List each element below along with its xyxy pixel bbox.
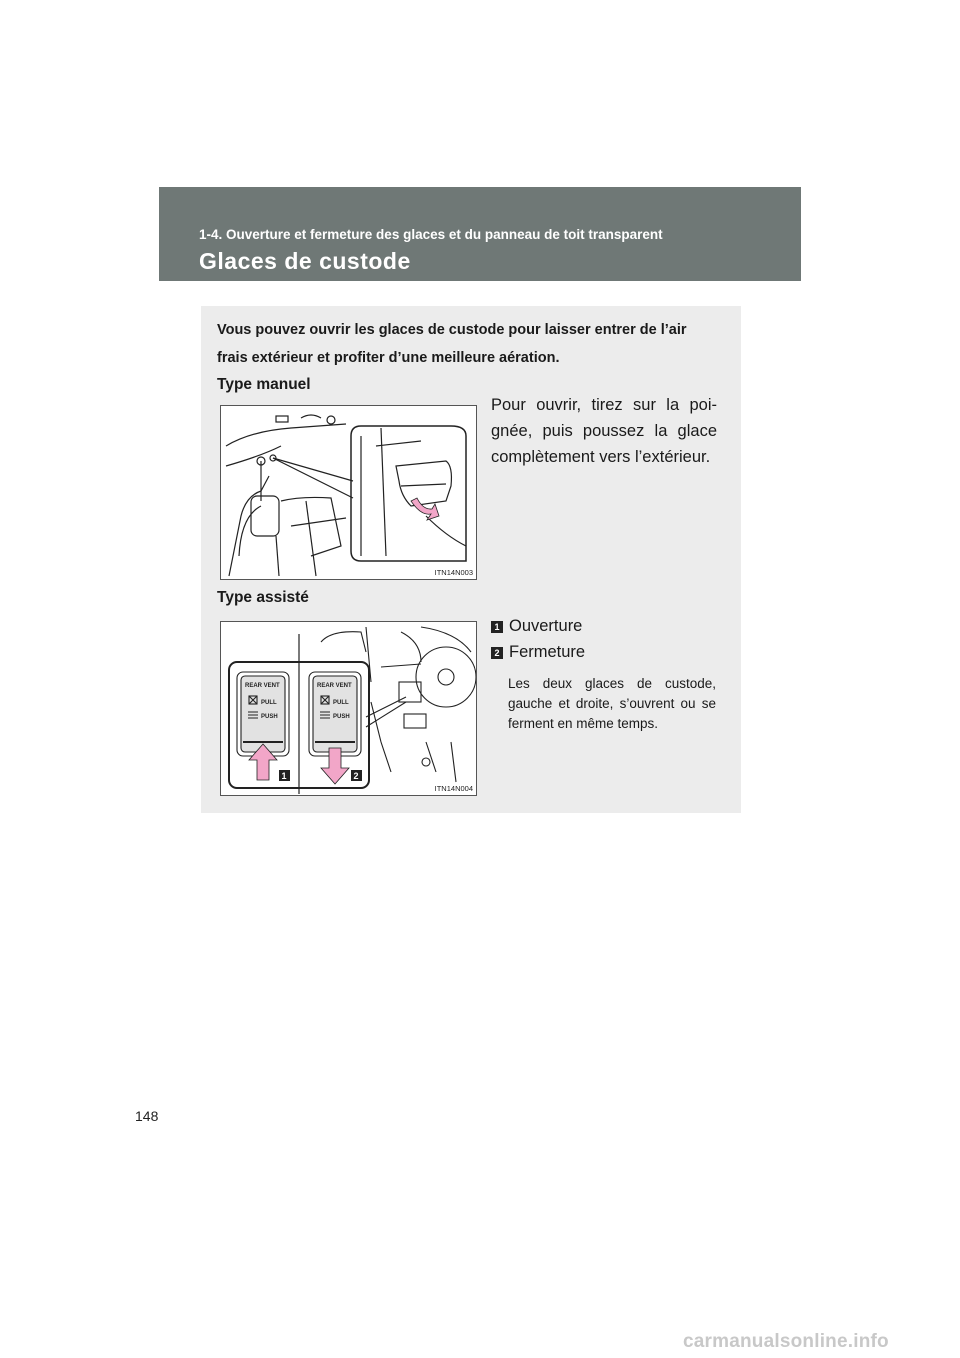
page-title: Glaces de custode — [199, 248, 411, 274]
step-label: Fermeture — [509, 643, 586, 661]
manual-type-instructions: Pour ouvrir, tirez sur la poi-gnée, puis poussez la glace complètement vers l’extérieur. — [491, 396, 717, 466]
step-opening — [491, 617, 582, 636]
switch-label-1: REAR VENT — [245, 683, 280, 689]
step-label: Ouverture — [509, 617, 583, 635]
header-band — [159, 187, 801, 281]
content-box — [201, 306, 741, 813]
assisted-note: Les deux glaces de custode, gauche et droite, s’ouvrent ou se ferment en même temps. — [508, 676, 716, 731]
switch-pull-2: PULL — [333, 700, 349, 706]
section-label: 1-4. Ouverture et fermeture des glaces et du panneau de toit transparent — [199, 227, 663, 242]
step-badge: 2 — [491, 647, 503, 659]
watermark: carmanualsonline.info — [683, 1331, 889, 1352]
switch-push-1: PUSH — [261, 714, 278, 720]
manual-type-illustration — [220, 405, 477, 580]
intro-text: Vous pouvez ouvrir les glaces de custode pour laisser entrer de l’air frais extérieur et profiter d’une meilleure aération. — [217, 322, 687, 366]
switch-label-2: REAR VENT — [317, 683, 352, 689]
figure-code: ITN14N004 — [434, 784, 473, 793]
step-badge: 1 — [491, 621, 503, 633]
assisted-type-heading: Type assisté — [217, 589, 309, 606]
step-closing — [491, 643, 585, 662]
switch-push-2: PUSH — [333, 714, 350, 720]
page-number: 148 — [135, 1108, 159, 1124]
switch-pull-1: PULL — [261, 700, 277, 706]
assisted-type-illustration — [220, 621, 477, 796]
figure-badge-2: 2 — [353, 771, 359, 781]
manual-type-heading: Type manuel — [217, 376, 311, 393]
figure-code: ITN14N003 — [434, 568, 473, 577]
figure-badge-1: 1 — [281, 771, 287, 781]
